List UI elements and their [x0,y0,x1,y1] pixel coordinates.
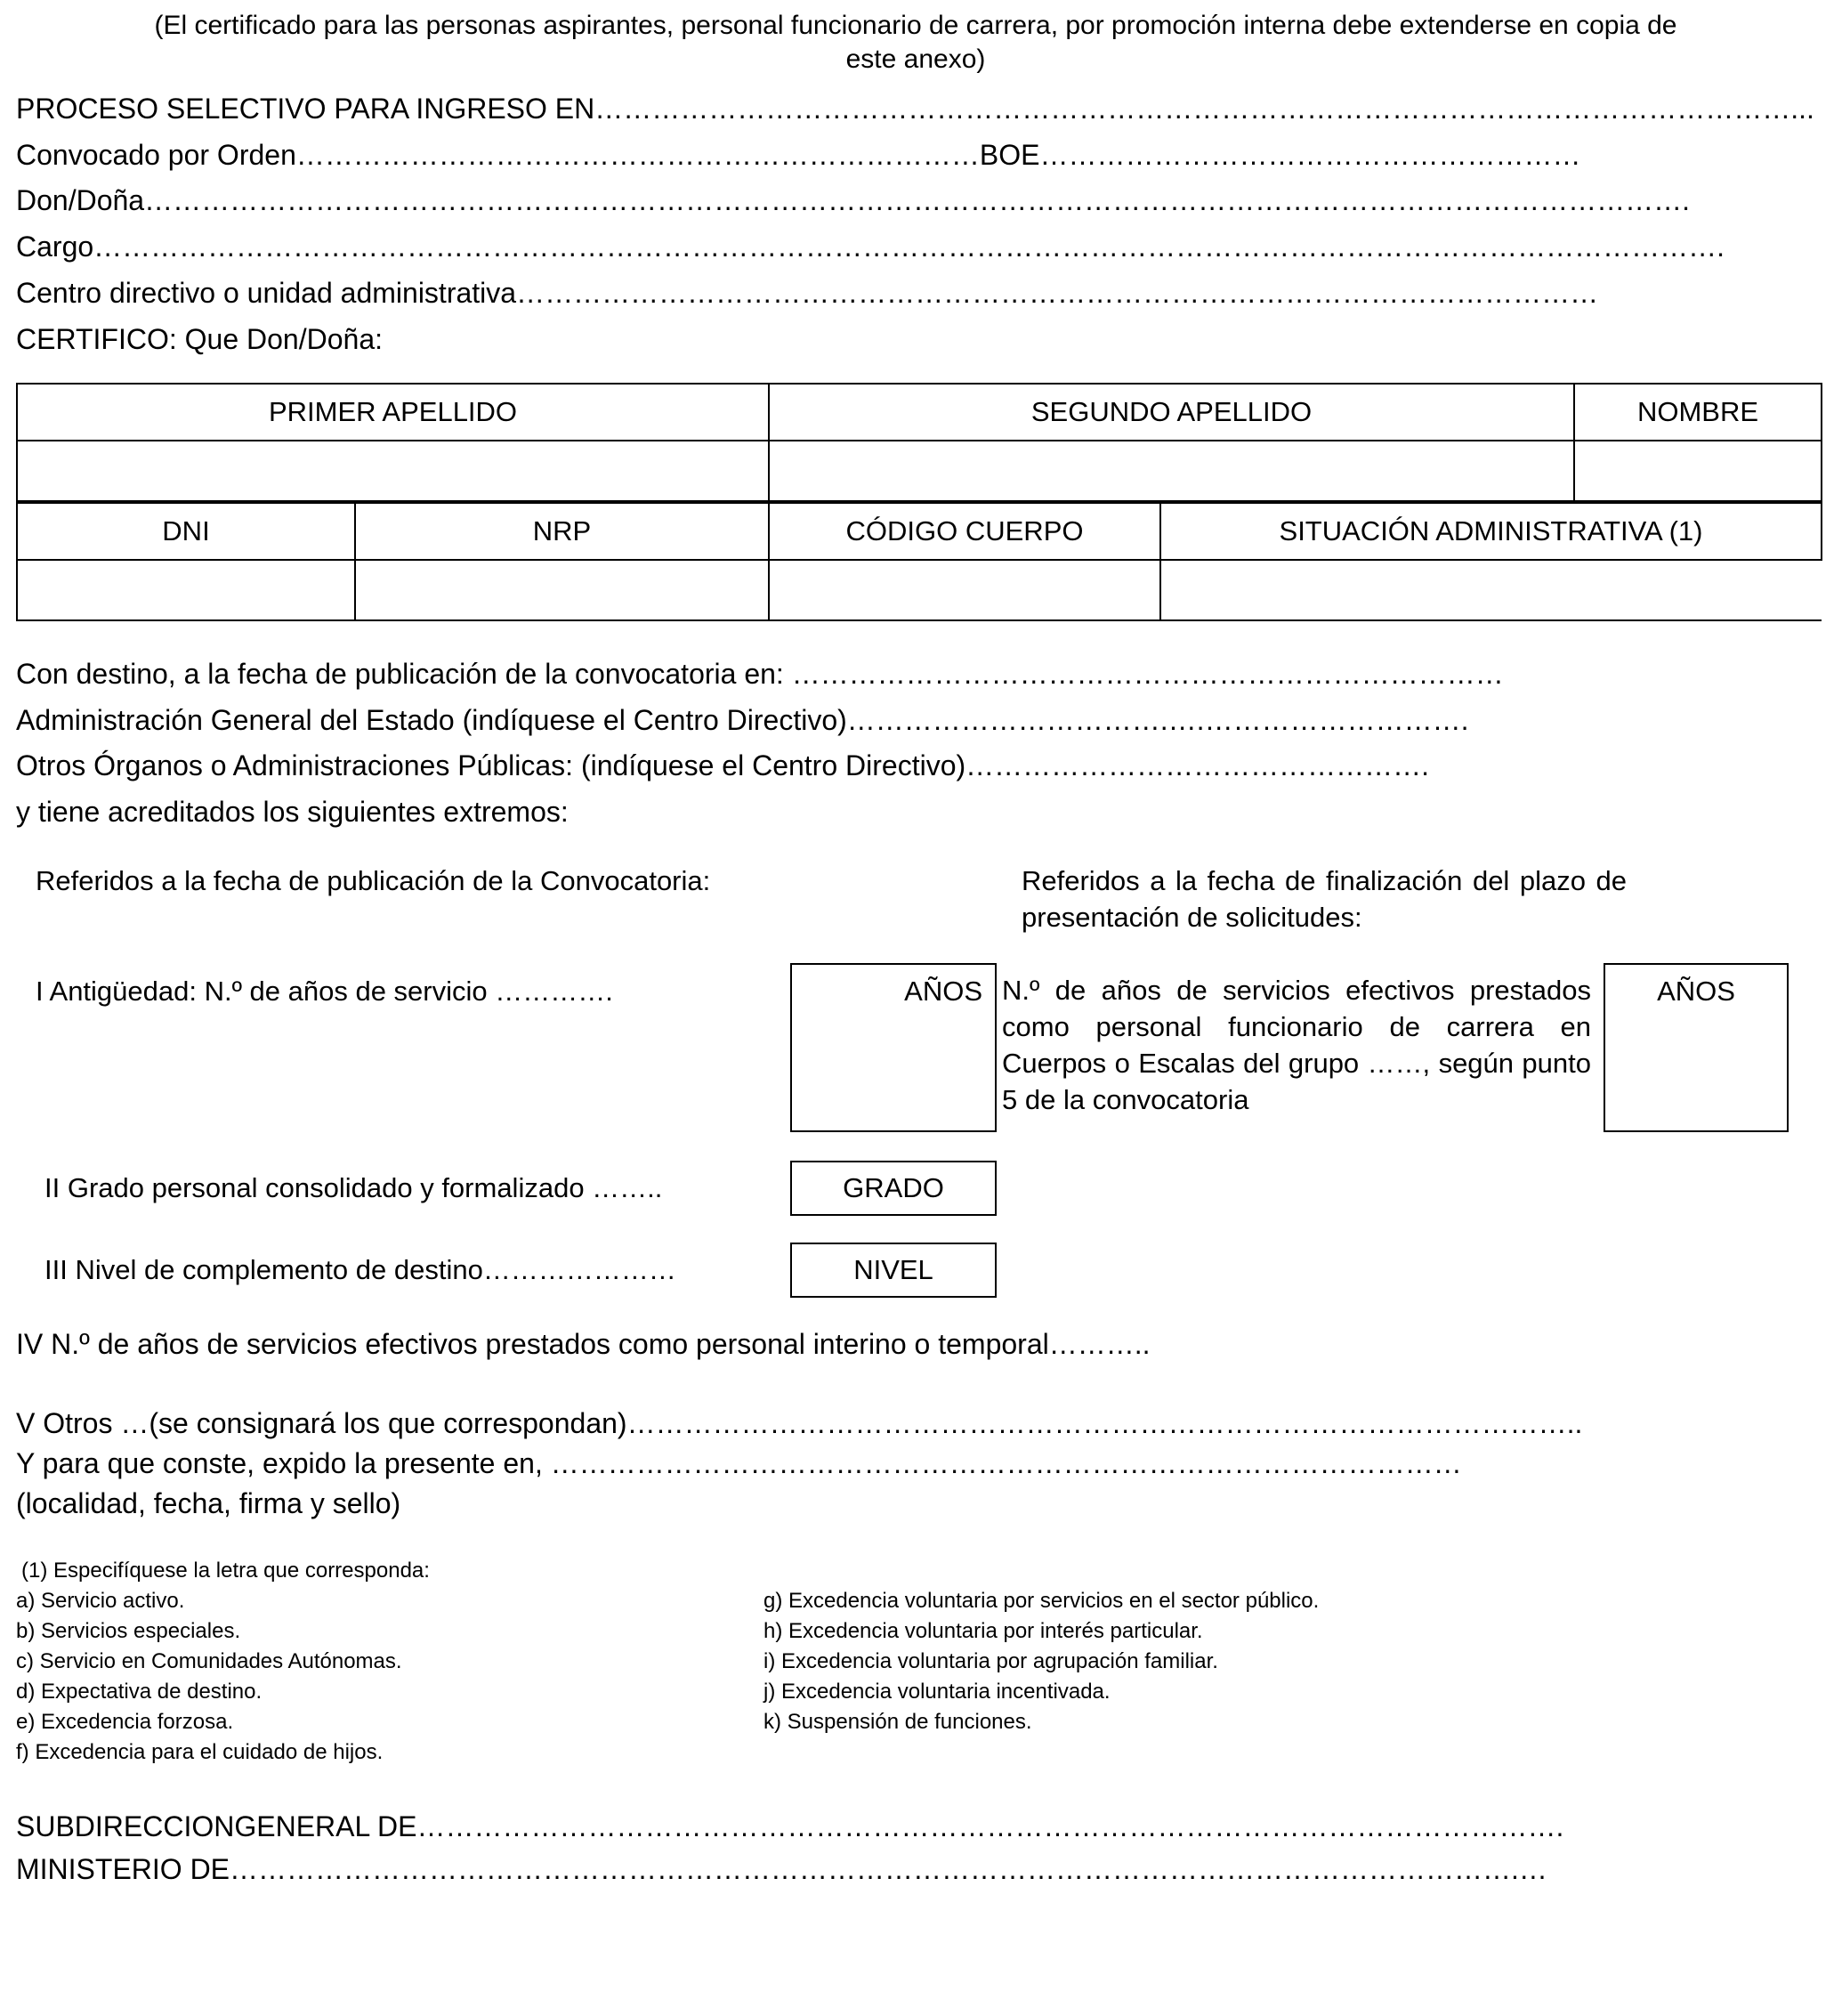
certifico-line: CERTIFICO: Que Don/Doña: [16,322,383,355]
value-situacion-administrativa[interactable] [1160,560,1822,620]
footnote-item: g) Excedencia voluntaria por servicios en el sector público. [763,1588,1320,1613]
header-situacion-administrativa: SITUACIÓN ADMINISTRATIVA (1) [1160,503,1822,560]
value-codigo-cuerpo[interactable] [769,560,1160,620]
line-v-otros [16,1407,1815,1440]
label-grado: II Grado personal consolidado y formalizado …….. [44,1171,663,1203]
footnote-right-column [763,1586,1742,1768]
footnote-item: h) Excedencia voluntaria por interés particular. [763,1618,1203,1643]
box-anos-right[interactable]: AÑOS [1604,963,1789,1132]
line-dots: …………………………………………………………………………………… [550,1446,1462,1479]
field-dots: ………………………………………………………………………………………………………………... [594,92,1814,125]
header-segundo-apellido: SEGUNDO APELLIDO [769,384,1574,441]
footnote-item: k) Suspensión de funciones. [763,1709,1032,1734]
line-administracion-general [16,698,1815,744]
left-column-heading-wrap [16,862,1022,935]
line-dots: …………………………………………. [965,749,1430,782]
identity-table-2 [16,502,1822,621]
tail-lines [16,1805,1815,1891]
table-header-row-2 [17,503,1822,560]
header-primer-apellido: PRIMER APELLIDO [17,384,769,441]
line-label: Otros Órganos o Administraciones Públicas: (indíquese el Centro Directivo) [16,749,966,782]
line-dots: ……………………………………………………………………………………….. [626,1406,1583,1439]
field-label: Centro directivo o unidad administrativa [16,277,517,310]
right-column-heading-wrap [1022,862,1822,935]
line-subdireccion-general [16,1805,1815,1848]
value-nrp[interactable] [355,560,769,620]
box-nivel[interactable]: NIVEL [790,1243,997,1298]
table-value-row-1 [17,441,1822,501]
left-column-heading: Referidos a la fecha de publicación de la Convocatoria: [36,865,711,897]
line-ministerio [16,1848,1815,1891]
line-dots: ………………………………………………………………… [791,657,1504,690]
line-label: Con destino, a la fecha de publicación de la convocatoria en: [16,657,792,690]
header-note: (El certificado para las personas aspirantes, personal funcionario de carrera, por promoción interna debe extenderse en copia de este anexo) [154,11,1677,75]
header-nombre: NOMBRE [1574,384,1822,441]
line-label: y tiene acreditados los siguientes extremos: [16,796,569,829]
footnote-item: d) Expectativa de destino. [16,1679,263,1704]
footnote-item: f) Excedencia para el cuidado de hijos. [16,1739,384,1764]
header-dni: DNI [17,503,355,560]
field-dots: ………………………………………………………………………………………………………………………………………………. [144,184,1690,217]
column-headings [16,862,1822,935]
line-con-destino [16,652,1815,698]
line-y-para-que-conste [16,1447,1815,1480]
line-iv-servicios-interinos: IV N.º de años de servicios efectivos prestados como personal interino o temporal……….. [16,1327,1151,1360]
footnote-item: c) Servicio en Comunidades Autónomas. [16,1648,402,1673]
footnote-item: j) Excedencia voluntaria incentivada. [763,1679,1111,1704]
field-label: Convocado por Orden [16,138,296,171]
field-convocado-por-orden [16,133,1815,179]
row-grado [16,1161,1822,1216]
line-dots: ……………………………………………………………………………………………………………………….… [230,1853,1547,1886]
line-label: Administración General del Estado (indíquese el Centro Directivo) [16,703,847,736]
line-dots: …………………………………………………………………………………………………………. [416,1810,1564,1843]
table-value-row-2 [17,560,1822,620]
label-nivel: III Nivel de complemento de destino………………… [44,1253,676,1285]
header-codigo-cuerpo: CÓDIGO CUERPO [769,503,1160,560]
acreditados-section [16,862,1822,1297]
footnote-item: e) Excedencia forzosa. [16,1709,234,1734]
line-label: V Otros …(se consignará los que correspondan) [16,1406,627,1439]
footnote-item: i) Excedencia voluntaria por agrupación familiar. [763,1648,1218,1673]
footnote-title: (1) Especifíquese la letra que corresponda: [21,1558,430,1583]
post-table-lines [16,652,1815,836]
line-y-tiene-acreditados [16,789,1815,836]
line-otros-organos [16,743,1815,789]
field-label: PROCESO SELECTIVO PARA INGRESO EN [16,92,595,125]
line-label: Y para que conste, expido la presente en, [16,1446,551,1479]
field-don-dona [16,178,1815,224]
footnote-columns [16,1586,1815,1768]
field-cargo [16,224,1815,271]
line-label: MINISTERIO DE [16,1853,230,1886]
field-label: Don/Doña [16,184,145,217]
value-dni[interactable] [17,560,355,620]
table-header-row-1 [17,384,1822,441]
field-centro-directivo [16,271,1815,317]
header-nrp: NRP [355,503,769,560]
field-proceso-selectivo [16,86,1815,133]
identity-table [16,383,1822,502]
value-segundo-apellido[interactable] [769,441,1574,501]
right-column-heading: Referidos a la fecha de finalización del plazo de presentación de solicitudes: [1022,865,1627,934]
field-dots: …………………………………………………………………………………………………… [516,277,1599,310]
line-label: SUBDIRECCIONGENERAL DE [16,1810,417,1843]
field-dots: ………………………………………………………………BOE………………………………………………… [295,138,1581,171]
footnotes [16,1556,1815,1769]
footnote-item: a) Servicio activo. [16,1588,185,1613]
value-nombre[interactable] [1574,441,1822,501]
box-anos-left[interactable]: AÑOS [790,963,997,1132]
line-dots: …………………………….….………………………. [846,703,1469,736]
footnote-item: b) Servicios especiales. [16,1618,241,1643]
field-dots: ………………………………………………………………………………………………………………………………………………………. [93,231,1725,263]
row-antiguedad [16,963,1822,1132]
field-label: Cargo [16,231,94,263]
footnote-left-column [16,1586,763,1768]
text-servicios-efectivos: N.º de años de servicios efectivos prestados como personal funcionario de carrera en Cuerpos o Escalas del grupo ……, según punto 5 de la convocatoria [1002,974,1591,1116]
box-grado[interactable]: GRADO [790,1161,997,1216]
line-localidad-fecha-firma: (localidad, fecha, firma y sello) [16,1486,401,1519]
row-nivel [16,1243,1822,1298]
label-antiguedad: I Antigüedad: N.º de años de servicio …………. [36,975,613,1007]
value-primer-apellido[interactable] [17,441,769,501]
